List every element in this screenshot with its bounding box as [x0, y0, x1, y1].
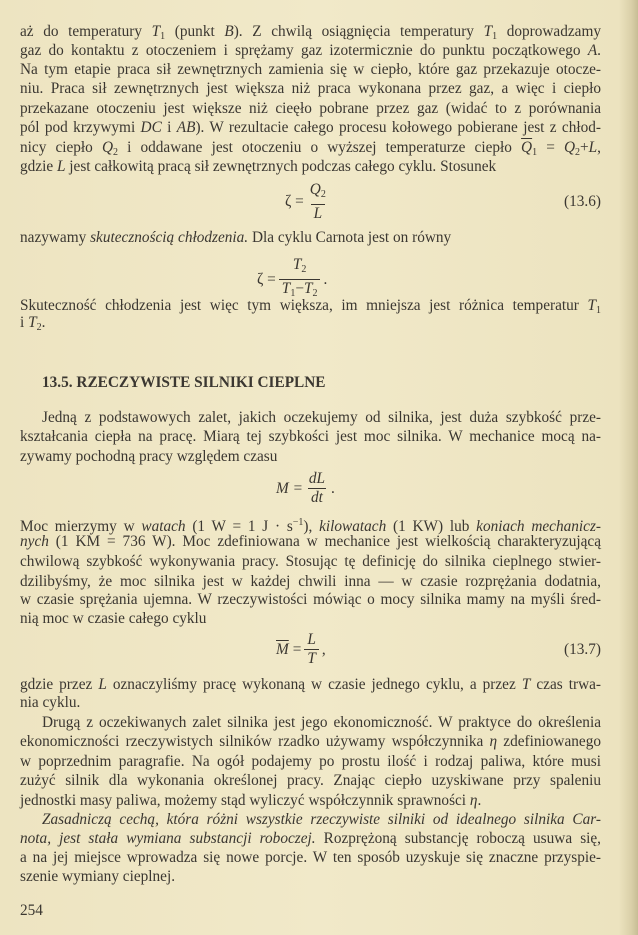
text-run: pól pod krzywymi	[20, 119, 141, 136]
text-run: .	[597, 42, 601, 59]
numerator: dL	[308, 470, 326, 487]
italic-run: A	[587, 42, 598, 59]
italic-run: η	[469, 792, 478, 809]
mean-power-symbol: $\overline{M}$	[276, 640, 289, 658]
text-line	[20, 99, 601, 119]
text-line	[20, 41, 601, 61]
den-term: T	[303, 280, 313, 297]
text-run: jednostki masy paliwa, możemy stąd wyliczyć współczynnik sprawności	[20, 792, 470, 809]
text-run: Skuteczność chłodzenia jest więc tym większa, im mniejsza jest różnica temperatur	[20, 297, 588, 314]
italic-run: Zasadniczą cechą, która różni wszystkie rzeczywiste silniki od idealnego silnika Car-	[42, 811, 601, 828]
denominator: dt	[308, 488, 326, 507]
text-run: gdzie przez	[20, 676, 99, 693]
text-run: gaz do kontaktu z otoczeniem i sprężamy gaz izotermicznie do punktu początkowego	[20, 42, 588, 59]
equals: =	[292, 640, 302, 658]
text-line	[20, 752, 601, 772]
text-run: jest całkowitą pracą sił zewnętrznych podczas całego cyklu. Stosunek	[65, 158, 497, 175]
text-line	[20, 60, 601, 80]
text-line	[20, 693, 601, 713]
text-line	[20, 552, 601, 572]
text-run: Na tym etapie praca sił zewnętrznych zamienia się w ciepło, które gaz przekazuje otocze-	[20, 61, 601, 78]
subscript: 1	[160, 31, 166, 42]
text-line	[20, 79, 601, 99]
punctuation: ,	[321, 640, 326, 658]
text-run: w poprzednim paragrafie. Na ogół podajemy po prostu ilość i rodzaj paliwa, które musi	[20, 753, 601, 770]
text-run: przekazane otoczeniu jest większe niż cieęło pobrane przez gaz (widać to z porównania	[20, 100, 601, 117]
subscript: 1	[532, 147, 538, 158]
italic-run: L	[588, 139, 598, 156]
text-run: zywamy pochodną pracy względem czasu	[20, 448, 278, 465]
italic-run: T	[587, 297, 596, 314]
text-run: zużyć silnik dla wykonania określonej pracy. Znając ciepło uzyskiwane przy spaleniu	[20, 772, 601, 789]
text-run: i oddawane jest otoczeniu o wyższej temperaturze ciepło	[118, 139, 522, 156]
equation-number: (13.7)	[564, 641, 601, 658]
text-run: nazywamy	[20, 229, 91, 246]
text-run: nia cyklu.	[20, 694, 81, 711]
superscript: −1	[292, 517, 304, 528]
text-run: a na jej miejsce wprowadza się nowe porcje. W ten sposób uzyskuje się znaczne przyspie-	[20, 849, 601, 866]
italic-run: T	[28, 314, 37, 331]
subscript: 2	[312, 288, 318, 299]
text-run: Dla cyklu Carnota jest on równy	[248, 229, 452, 246]
text-run: .	[41, 314, 46, 331]
numerator: Q	[309, 181, 321, 198]
italic-run: nych	[20, 533, 49, 550]
text-run: gdzie	[20, 158, 57, 175]
text-line	[20, 572, 601, 592]
italic-run: nota, jest stała wymiana substancji roboczej.	[20, 830, 316, 847]
text-run: kształcania ciepła na pracę. Miarą tej szybkości jest moc silnika. W mechanice mocą na-	[20, 428, 601, 445]
text-line	[20, 791, 601, 811]
italic-run: koniach mechanicz-	[476, 518, 601, 535]
italic-run: DC	[140, 119, 162, 136]
italic-run: T	[521, 676, 531, 693]
text-line	[20, 118, 601, 138]
text-line	[20, 675, 601, 695]
operator: −	[295, 280, 304, 297]
text-line	[20, 157, 601, 177]
text-run: chwilową szybkość wykonywania pracy. Stosując tę definicję do silnika cieplnego stwier-	[20, 553, 601, 570]
text-run: nicy ciepło	[20, 139, 102, 156]
text-line	[20, 313, 601, 333]
italic-run: B	[224, 23, 234, 40]
equation-13-7	[276, 631, 326, 668]
text-run: Jedną z podstawowych zalet, jakich oczekujemy od silnika, jest duża szybkość prze-	[42, 409, 601, 426]
equation-power	[276, 470, 335, 507]
italic-run: Q	[101, 139, 113, 156]
text-run: (1 KW) lub	[386, 518, 477, 535]
subscript: 2	[320, 189, 326, 200]
den-term: T	[281, 280, 291, 297]
text-run: w czasie sprężania ujemna. W rzeczywistości mówiąc o mocy silnika mamy na myśli śred-	[20, 591, 601, 608]
text-line	[20, 427, 601, 447]
text-run: Rozprężoną substancję roboczą usuwa się,	[315, 830, 602, 847]
text-run: (1 KM = 736 W). Moc zdefiniowana w mechanice jest wielkością charakteryzującą	[48, 533, 601, 550]
text-line	[20, 590, 601, 610]
subscript: 1	[492, 31, 498, 42]
subscript: 2	[575, 147, 581, 158]
text-run: ekonomiczności rzeczywistych silników rzadko używamy współczynnika	[20, 733, 490, 750]
text-run: Moc mierzymy w	[20, 518, 142, 535]
numerator: T	[292, 256, 302, 273]
text-run: dzilibyśmy, że moc silnika jest w każdej chwili inna — w czasie rozprężania dodatnia,	[20, 573, 601, 590]
fraction	[307, 181, 329, 223]
italic-run: L	[56, 158, 66, 175]
text-run: szenie wymiany cieplnej.	[20, 868, 176, 885]
text-line	[42, 408, 601, 428]
text-run: nią moc w czasie całego cyklu	[20, 610, 207, 627]
eq-lhs: ζ =	[257, 270, 276, 288]
page-number: 254	[20, 902, 43, 919]
text-run: niu. Praca sił zewnętrznych jest większa niż praca wykonana przez gaz, a więc i ciepło	[20, 80, 601, 97]
text-line	[20, 848, 601, 868]
italic-run: kilowatach	[319, 518, 387, 535]
text-run: i	[20, 314, 29, 331]
italic-run: T	[151, 23, 161, 40]
denominator: L	[311, 204, 326, 223]
text-run: (1 W = 1 J · s	[185, 518, 293, 535]
italic-run: Q	[563, 139, 576, 156]
subscript: 2	[36, 322, 42, 333]
subscript: 1	[290, 288, 296, 299]
text-run: +	[580, 139, 589, 156]
numerator: L	[307, 631, 316, 648]
text-line	[20, 867, 601, 887]
italic-run: T	[483, 23, 493, 40]
fraction	[306, 470, 328, 507]
subscript: 2	[113, 147, 118, 158]
eq-lhs: M =	[276, 479, 303, 497]
text-run: zdefiniowanego	[497, 733, 601, 750]
text-run: oznaczyliśmy pracę wykonaną w czasie jednego cyklu, a przez	[106, 676, 522, 693]
text-run: .	[477, 792, 482, 809]
text-line	[20, 513, 601, 533]
italic-run: L	[98, 676, 107, 693]
text-line	[20, 138, 601, 158]
text-run: aż do temperatury	[20, 23, 152, 40]
punctuation: .	[331, 479, 335, 497]
subscript: 2	[301, 264, 307, 275]
text-run: doprowadzamy	[497, 23, 601, 40]
italic-run: watach	[141, 518, 186, 535]
punctuation: .	[323, 270, 328, 288]
italic-run: AB	[176, 119, 196, 136]
text-line	[20, 22, 601, 42]
subscript: 1	[596, 305, 601, 316]
text-run: ). Z chwilą osiągnięcia temperatury	[233, 23, 484, 40]
text-line	[20, 609, 601, 629]
text-run: ),	[303, 518, 320, 535]
text-run: ,	[597, 139, 601, 156]
text-line	[20, 732, 601, 752]
equation-number: (13.6)	[564, 193, 601, 210]
text-line	[20, 532, 601, 552]
text-run: ). W rezultacie całego procesu kołowego pobierane jest z chłod-	[195, 119, 601, 136]
text-line	[20, 228, 601, 248]
italic-run: η	[489, 733, 498, 750]
text-line	[42, 713, 601, 733]
overlined-symbol: $\overline{Q}$	[521, 139, 533, 156]
section-heading: 13.5. RZECZYWISTE SILNIKI CIEPLNE	[42, 374, 326, 391]
italic-run: skutecznością chłodzenia.	[90, 229, 249, 246]
text-run: =	[537, 139, 564, 156]
text-run: i	[161, 119, 177, 136]
denominator: T	[304, 649, 319, 668]
text-run: czas trwa-	[530, 676, 601, 693]
text-line	[20, 829, 601, 849]
text-line	[42, 810, 601, 830]
text-line	[20, 447, 601, 467]
equation-13-6	[285, 181, 332, 223]
eq-lhs: ζ =	[285, 193, 304, 210]
text-line	[20, 771, 601, 791]
fraction	[304, 631, 319, 668]
text-run: (punkt	[165, 23, 225, 40]
text-run: Drugą z oczekiwanych zalet silnika jest jego ekonomiczność. W praktyce do określenia	[42, 714, 601, 731]
